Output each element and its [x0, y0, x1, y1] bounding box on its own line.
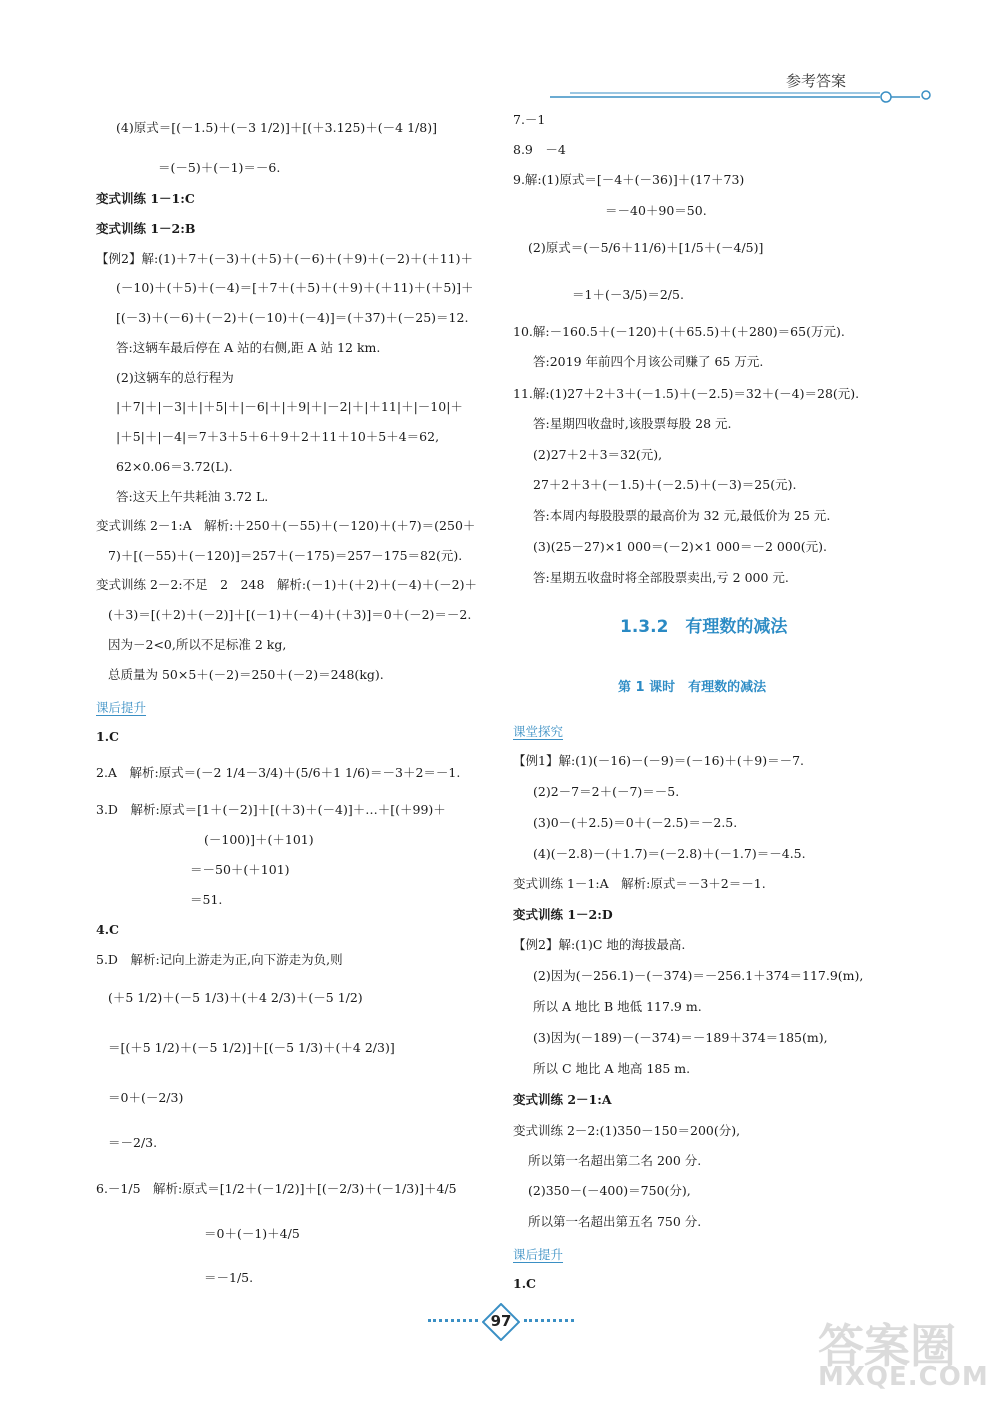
right_column-line: 1.C [513, 1276, 536, 1291]
left_column-line: 2.A 解析:原式＝(－2 1/4－3/4)＋(5/6＋1 1/6)＝－3＋2＝－1. [96, 765, 461, 780]
right_column-line: (3)0－(＋2.5)＝0＋(－2.5)＝－2.5. [533, 815, 738, 830]
right_column-line: 变式训练 1－1:A 解析:原式＝－3＋2＝－1. [513, 876, 766, 891]
section-title: 1.3.2 有理数的减法 [620, 617, 788, 637]
left_column-line: ＝[(＋5 1/2)＋(－5 1/2)]＋[(－5 1/3)＋(＋4 2/3)] [108, 1040, 395, 1055]
left_column-line: 变式训练 1－1:C [96, 191, 195, 206]
right_column-line: 答:2019 年前四个月该公司赚了 65 万元. [533, 354, 764, 369]
right_column-line: (3)(25－27)×1 000＝(－2)×1 000＝－2 000(元). [533, 539, 828, 554]
right_column-line: 变式训练 1－2:D [513, 907, 613, 922]
right_column-line: 答:星期四收盘时,该股票每股 28 元. [533, 416, 732, 431]
watermark-logo [808, 1310, 988, 1395]
right_column-line: 27＋2＋3＋(－1.5)＋(－2.5)＋(－3)＝25(元). [533, 477, 797, 492]
right_column-line: 变式训练 2－2:(1)350－150＝200(分), [513, 1123, 741, 1138]
left_column-line: 变式训练 2－2:不足 2 248 解析:(－1)＋(＋2)＋(－4)＋(－2)＋ [96, 577, 477, 592]
section-label-after-class-right: 课后提升 [513, 1247, 564, 1262]
right_column-line: (2)因为(－256.1)－(－374)＝－256.1＋374＝117.9(m), [533, 968, 864, 983]
left_column-line: 62×0.06＝3.72(L). [116, 459, 233, 474]
left_column-line: 因为－2<0,所以不足标准 2 kg, [108, 637, 287, 652]
right_column-line: 【例1】解:(1)(－16)－(－9)＝(－16)＋(＋9)＝－7. [513, 753, 805, 768]
left_column-line: 变式训练 2－1:A 解析:＋250＋(－55)＋(－120)＋(＋7)＝(250＋ [96, 518, 476, 533]
left_column-line: 变式训练 1－2:B [96, 221, 196, 236]
left_column-line: (2)这辆车的总行程为 [116, 370, 234, 385]
left_column-line: 6.－1/5 解析:原式＝[1/2＋(－1/2)]＋[(－2/3)＋(－1/3)]＋4/5 [96, 1181, 457, 1196]
right_column-line: 8.9 －4 [513, 142, 566, 157]
right_column-line: 7.－1 [513, 112, 546, 127]
right_column-line: 所以 C 地比 A 地高 185 m. [533, 1061, 691, 1076]
lesson-subtitle: 第 1 课时 有理数的减法 [618, 680, 767, 695]
page-number: 97 [490, 1312, 512, 1330]
left_column-line: ＝0＋(－2/3) [108, 1090, 184, 1105]
section-label-after-class-left: 课后提升 [96, 700, 147, 715]
right_column-line: (2)27＋2＋3＝32(元), [533, 447, 663, 462]
left_column-line: ＝－2/3. [108, 1135, 158, 1150]
left_column-line: ＝0＋(－1)＋4/5 [204, 1226, 300, 1241]
page-header-title: 参考答案 [786, 72, 847, 90]
left_column-line: ＝－50＋(＋101) [190, 862, 290, 877]
watermark-text-url: MXQE.COM [818, 1362, 989, 1392]
left_column-line: 3.D 解析:原式＝[1＋(－2)]＋[(＋3)＋(－4)]＋…＋[(＋99)＋ [96, 802, 446, 817]
page-number-dots-left [428, 1319, 478, 1326]
right_column-line: (4)(－2.8)－(＋1.7)＝(－2.8)＋(－1.7)＝－4.5. [533, 846, 806, 861]
right_column-line: 【例2】解:(1)C 地的海拔最高. [513, 937, 686, 952]
left_column-line: 7)＋[(－55)＋(－120)]＝257＋(－175)＝257－175＝82(元). [108, 548, 463, 563]
right_column-line: 9.解:(1)原式＝[－4＋(－36)]＋(17＋73) [513, 172, 745, 187]
left_column-line: ＝－1/5. [204, 1270, 254, 1285]
left_column-line: |＋5|＋|－4|＝7＋3＋5＋6＋9＋2＋11＋10＋5＋4＝62, [116, 429, 440, 444]
section-label-class-explore: 课堂探究 [513, 724, 564, 739]
right_column-line: 10.解:－160.5＋(－120)＋(＋65.5)＋(＋280)＝65(万元). [513, 324, 845, 339]
left_column-line: (＋5 1/2)＋(－5 1/3)＋(＋4 2/3)＋(－5 1/2) [108, 990, 363, 1005]
right_column-line: (2)原式＝(－5/6＋11/6)＋[1/5＋(－4/5)] [528, 240, 764, 255]
left_column-line: (＋3)＝[(＋2)＋(－2)]＋[(－1)＋(－4)＋(＋3)]＝0＋(－2)＝－2. [108, 607, 472, 622]
left_column-line: 答:这天上午共耗油 3.72 L. [116, 489, 269, 504]
right_column-line: 答:本周内每股股票的最高价为 32 元,最低价为 25 元. [533, 508, 831, 523]
left_column-line: 【例2】解:(1)＋7＋(－3)＋(＋5)＋(－6)＋(＋9)＋(－2)＋(＋11)＋ [96, 251, 474, 266]
right_column-line: 变式训练 2－1:A [513, 1092, 612, 1107]
left_column-line: |＋7|＋|－3|＋|＋5|＋|－6|＋|＋9|＋|－2|＋|＋11|＋|－10|＋ [116, 399, 463, 414]
right_column-line: (3)因为(－189)－(－374)＝－189＋374＝185(m), [533, 1030, 828, 1045]
left_column-line: (4)原式＝[(－1.5)＋(－3 1/2)]＋[(＋3.125)＋(－4 1/8)] [116, 120, 437, 135]
left_column-line: ＝(－5)＋(－1)＝－6. [158, 160, 281, 175]
left_column-line: 答:这辆车最后停在 A 站的右侧,距 A 站 12 km. [116, 340, 381, 355]
right_column-line: 所以第一名超出第五名 750 分. [528, 1214, 702, 1229]
left_column-line: 4.C [96, 922, 119, 937]
right_column-line: 答:星期五收盘时将全部股票卖出,亏 2 000 元. [533, 570, 789, 585]
watermark-text-cn: 答案圈 [818, 1319, 956, 1373]
left_column-line: 总质量为 50×5＋(－2)＝250＋(－2)＝248(kg). [108, 667, 384, 682]
right_column-line: 所以 A 地比 B 地低 117.9 m. [533, 999, 702, 1014]
page-number-dots-right [524, 1319, 574, 1326]
right_column-line: (2)2－7＝2＋(－7)＝－5. [533, 784, 680, 799]
left_column-line: 5.D 解析:记向上游走为正,向下游走为负,则 [96, 952, 343, 967]
right_column-line: 所以第一名超出第二名 200 分. [528, 1153, 702, 1168]
right_column-line: ＝1＋(－3/5)＝2/5. [572, 287, 684, 302]
left_column-line: (－10)＋(＋5)＋(－4)＝[＋7＋(＋5)＋(＋9)＋(＋11)＋(＋5)]＋ [116, 280, 474, 295]
right_column-line: ＝－40＋90＝50. [605, 203, 707, 218]
right_column-line: 11.解:(1)27＋2＋3＋(－1.5)＋(－2.5)＝32＋(－4)＝28(元). [513, 386, 860, 401]
left_column-line: ＝51. [190, 892, 223, 907]
page-number-badge [482, 1303, 520, 1341]
left_column-line: 1.C [96, 729, 119, 744]
left_column-line: (－100)]＋(＋101) [204, 832, 314, 847]
header-decoration [550, 88, 940, 104]
left_column-line: [(－3)＋(－6)＋(－2)＋(－10)＋(－4)]＝(＋37)＋(－25)＝12. [116, 310, 469, 325]
right_column-line: (2)350－(－400)＝750(分), [528, 1183, 691, 1198]
